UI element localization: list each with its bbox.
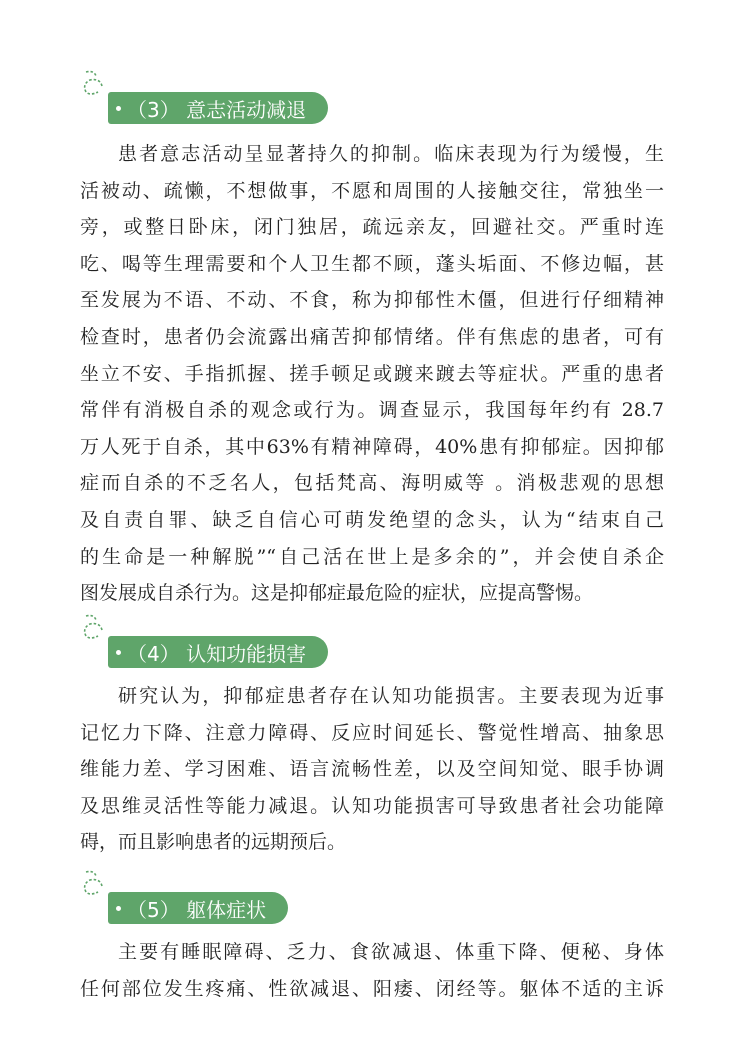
paragraph-4 [80, 678, 664, 861]
bullet-dot-icon [116, 906, 121, 911]
heading-pill-5 [108, 892, 288, 924]
text-line: 坐立不安、手指抓握、搓手顿足或踱来踱去等症状。严重的患者 [80, 362, 664, 385]
text-line: 检查时，患者仍会流露出痛苦抑郁情绪。伴有焦虑的患者，可有 [80, 325, 664, 348]
text-line: 患者意志活动呈显著持久的抑制。临床表现为行为缓慢，生 [118, 143, 664, 165]
text-line: 旁，或整日卧床，闭门独居，疏远亲友，回避社交。严重时连 [80, 216, 664, 239]
text-line: 吃、喝等生理需要和个人卫生都不顾，蓬头垢面、不修边幅，甚 [80, 252, 664, 275]
text-line: 维能力差、学习困难、语言流畅性差，以及空间知觉、眼手协调 [80, 758, 664, 781]
text-line: 症而自杀的不乏名人，包括梵高、海明威等 。消极悲观的思想 [80, 472, 664, 495]
heading-label: （5） 躯体症状 [127, 897, 267, 922]
bullet-dot-icon [116, 650, 121, 655]
text-line: 图发展成自杀行为。这是抑郁症最危险的症状，应提高警惕。 [80, 582, 594, 605]
text-line: 活被动、疏懒，不想做事，不愿和周围的人接触交往，常独坐一 [80, 179, 664, 202]
text-line: 研究认为，抑郁症患者存在认知功能损害。主要表现为近事 [118, 685, 664, 707]
text-line: 及自责自罪、缺乏自信心可萌发绝望的念头，认为“结束自己 [80, 508, 664, 531]
text-line: 记忆力下降、注意力障碍、反应时间延长、警觉性增高、抽象思 [80, 721, 664, 744]
text-line: 主要有睡眠障碍、乏力、食欲减退、体重下降、便秘、身体 [118, 941, 664, 963]
paragraph-3 [80, 136, 664, 612]
text-line: 万人死于自杀，其中63%有精神障碍，40%患有抑郁症。因抑郁 [80, 435, 664, 458]
paragraph-5 [80, 934, 664, 1007]
heading-label: （4） 认知功能损害 [127, 641, 307, 666]
text-line: 常伴有消极自杀的观念或行为。调查显示，我国每年约有 28.7 [80, 399, 664, 422]
text-line: 任何部位发生疼痛、性欲减退、阳痿、闭经等。躯体不适的主诉 [80, 977, 664, 1000]
section-heading-5 [80, 876, 400, 920]
section-heading-4 [80, 620, 400, 664]
heading-pill-3 [108, 92, 328, 124]
heading-label: （3） 意志活动减退 [127, 97, 307, 122]
text-line: 至发展为不语、不动、不食，称为抑郁性木僵，但进行仔细精神 [80, 289, 664, 312]
text-line: 及思维灵活性等能力减退。认知功能损害可导致患者社会功能障 [80, 794, 664, 817]
bullet-dot-icon [116, 106, 121, 111]
text-line: 的生命是一种解脱”“自己活在世上是多余的”，并会使自杀企 [80, 545, 664, 568]
heading-pill-4 [108, 636, 328, 668]
text-line: 碍，而且影响患者的远期预后。 [80, 831, 347, 854]
section-heading-3 [80, 76, 400, 120]
